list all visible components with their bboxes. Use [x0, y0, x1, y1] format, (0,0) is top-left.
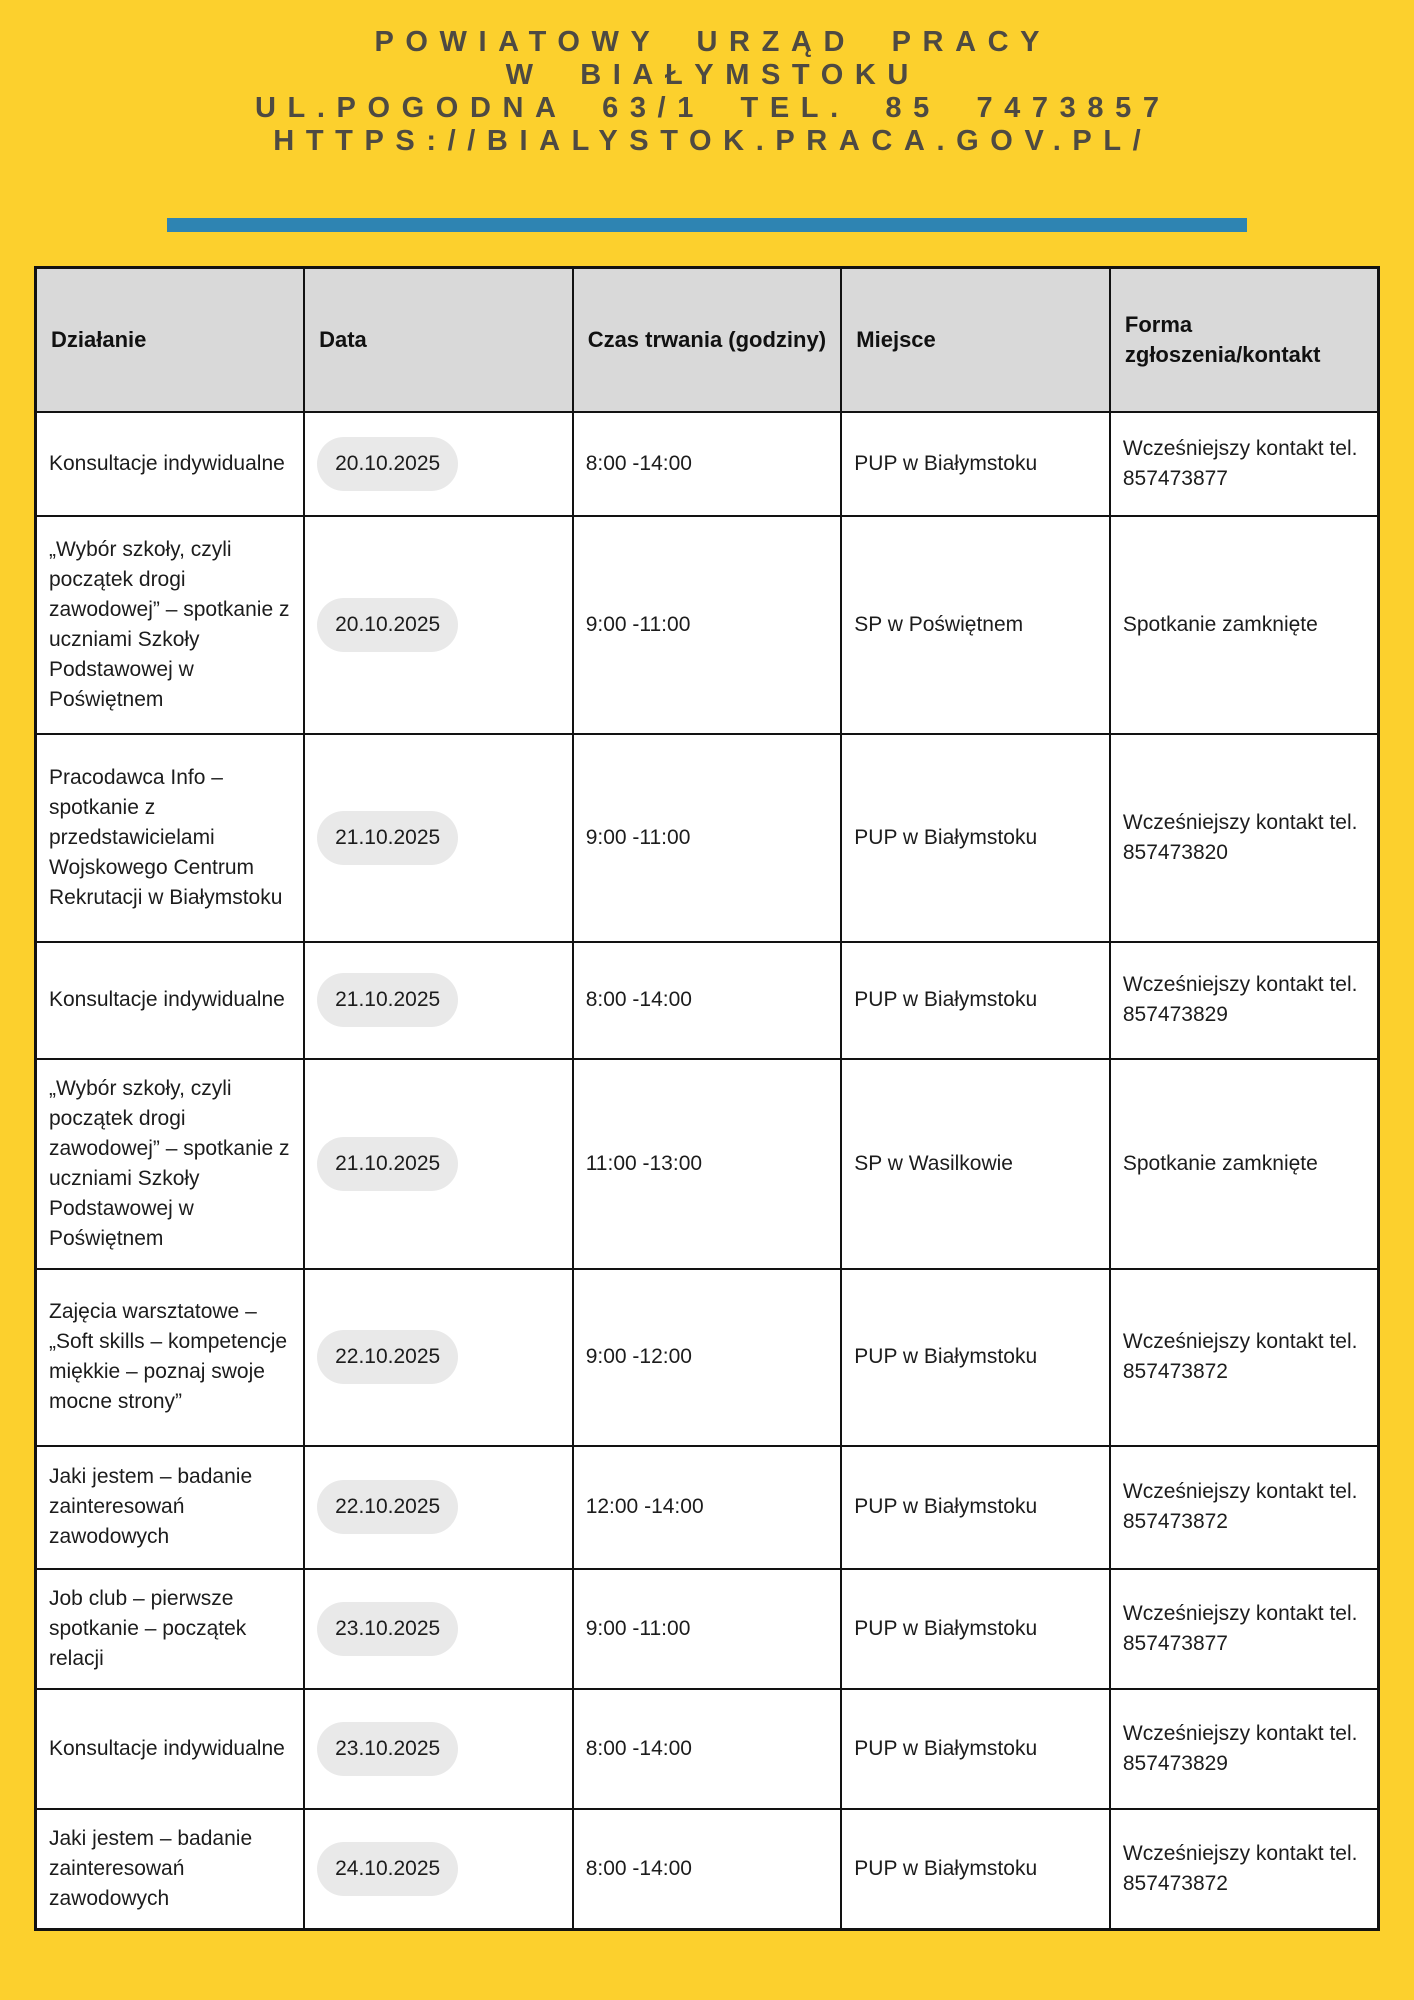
date-cell: [304, 942, 573, 1059]
time-cell: 9:00 -12:00: [573, 1269, 842, 1446]
contact-cell: Spotkanie zamknięte: [1110, 1059, 1379, 1269]
contact-cell: Wcześniejszy kontakt tel. 857473877: [1110, 412, 1379, 516]
activity-cell: Konsultacje indywidualne: [36, 412, 305, 516]
place-cell: PUP w Białymstoku: [841, 942, 1110, 1059]
time-cell: 9:00 -11:00: [573, 734, 842, 942]
date-pill: 20.10.2025: [317, 598, 458, 652]
date-cell: [304, 412, 573, 516]
date-pill: 22.10.2025: [317, 1480, 458, 1534]
date-cell: [304, 1569, 573, 1689]
activity-cell: Konsultacje indywidualne: [36, 942, 305, 1059]
time-cell: 8:00 -14:00: [573, 942, 842, 1059]
office-address-phone: UL.POGODNA 63/1 TEL. 85 7473857: [255, 92, 1171, 124]
date-pill: 23.10.2025: [317, 1722, 458, 1776]
activity-cell: Pracodawca Info – spotkanie z przedstawicielami Wojskowego Centrum Rekrutacji w Białymstoku: [36, 734, 305, 942]
place-cell: PUP w Białymstoku: [841, 1569, 1110, 1689]
time-cell: 9:00 -11:00: [573, 1569, 842, 1689]
office-name-line-2: W BIAŁYMSTOKU: [505, 59, 920, 91]
contact-cell: Wcześniejszy kontakt tel. 857473829: [1110, 942, 1379, 1059]
column-header-date: Data: [304, 268, 573, 412]
date-pill: 22.10.2025: [317, 1330, 458, 1384]
date-cell: [304, 1269, 573, 1446]
table-row: [36, 1059, 1379, 1269]
table-row: [36, 942, 1379, 1059]
place-cell: PUP w Białymstoku: [841, 1269, 1110, 1446]
activity-cell: „Wybór szkoły, czyli początek drogi zawodowej” – spotkanie z uczniami Szkoły Podstawowej w Poświętnem: [36, 1059, 305, 1269]
date-cell: [304, 1809, 573, 1930]
divider-bar: [167, 218, 1247, 232]
office-name-line-1: POWIATOWY URZĄD PRACY: [374, 26, 1052, 58]
activity-cell: Konsultacje indywidualne: [36, 1689, 305, 1809]
date-pill: 23.10.2025: [317, 1602, 458, 1656]
contact-cell: Spotkanie zamknięte: [1110, 516, 1379, 734]
date-cell: [304, 1446, 573, 1569]
table-row: [36, 1269, 1379, 1446]
activity-cell: Jaki jestem – badanie zainteresowań zawodowych: [36, 1446, 305, 1569]
masthead: [0, 0, 1414, 158]
table-row: [36, 734, 1379, 942]
time-cell: 8:00 -14:00: [573, 412, 842, 516]
date-pill: 21.10.2025: [317, 973, 458, 1027]
activity-cell: „Wybór szkoły, czyli początek drogi zawodowej” – spotkanie z uczniami Szkoły Podstawowej w Poświętnem: [36, 516, 305, 734]
table-row: [36, 1569, 1379, 1689]
column-header-contact: Forma zgłoszenia/kontakt: [1110, 268, 1379, 412]
date-cell: [304, 734, 573, 942]
contact-cell: Wcześniejszy kontakt tel. 857473829: [1110, 1689, 1379, 1809]
date-pill: 20.10.2025: [317, 437, 458, 491]
table-row: [36, 1689, 1379, 1809]
date-cell: [304, 516, 573, 734]
time-cell: 9:00 -11:00: [573, 516, 842, 734]
place-cell: PUP w Białymstoku: [841, 1809, 1110, 1930]
contact-cell: Wcześniejszy kontakt tel. 857473877: [1110, 1569, 1379, 1689]
date-pill: 21.10.2025: [317, 1137, 458, 1191]
place-cell: PUP w Białymstoku: [841, 412, 1110, 516]
column-header-place: Miejsce: [841, 268, 1110, 412]
activity-cell: Jaki jestem – badanie zainteresowań zawodowych: [36, 1809, 305, 1930]
contact-cell: Wcześniejszy kontakt tel. 857473872: [1110, 1809, 1379, 1930]
place-cell: SP w Wasilkowie: [841, 1059, 1110, 1269]
contact-cell: Wcześniejszy kontakt tel. 857473872: [1110, 1446, 1379, 1569]
place-cell: SP w Poświętnem: [841, 516, 1110, 734]
schedule-table: [34, 266, 1380, 1931]
date-pill: 24.10.2025: [317, 1842, 458, 1896]
time-cell: 12:00 -14:00: [573, 1446, 842, 1569]
table-row: [36, 412, 1379, 516]
office-website: HTTPS://BIALYSTOK.PRACA.GOV.PL/: [273, 125, 1153, 157]
schedule-table-body: [36, 412, 1379, 1930]
column-header-duration: Czas trwania (godziny): [573, 268, 842, 412]
schedule-table-header: [36, 268, 1379, 412]
date-pill: 21.10.2025: [317, 811, 458, 865]
activity-cell: Job club – pierwsze spotkanie – początek relacji: [36, 1569, 305, 1689]
time-cell: 11:00 -13:00: [573, 1059, 842, 1269]
table-row: [36, 1446, 1379, 1569]
header-row: [36, 268, 1379, 412]
date-cell: [304, 1689, 573, 1809]
time-cell: 8:00 -14:00: [573, 1809, 842, 1930]
time-cell: 8:00 -14:00: [573, 1689, 842, 1809]
activity-cell: Zajęcia warsztatowe – „Soft skills – kompetencje miękkie – poznaj swoje mocne strony”: [36, 1269, 305, 1446]
contact-cell: Wcześniejszy kontakt tel. 857473820: [1110, 734, 1379, 942]
place-cell: PUP w Białymstoku: [841, 1689, 1110, 1809]
table-row: [36, 1809, 1379, 1930]
place-cell: PUP w Białymstoku: [841, 734, 1110, 942]
place-cell: PUP w Białymstoku: [841, 1446, 1110, 1569]
table-row: [36, 516, 1379, 734]
contact-cell: Wcześniejszy kontakt tel. 857473872: [1110, 1269, 1379, 1446]
date-cell: [304, 1059, 573, 1269]
column-header-activity: Działanie: [36, 268, 305, 412]
